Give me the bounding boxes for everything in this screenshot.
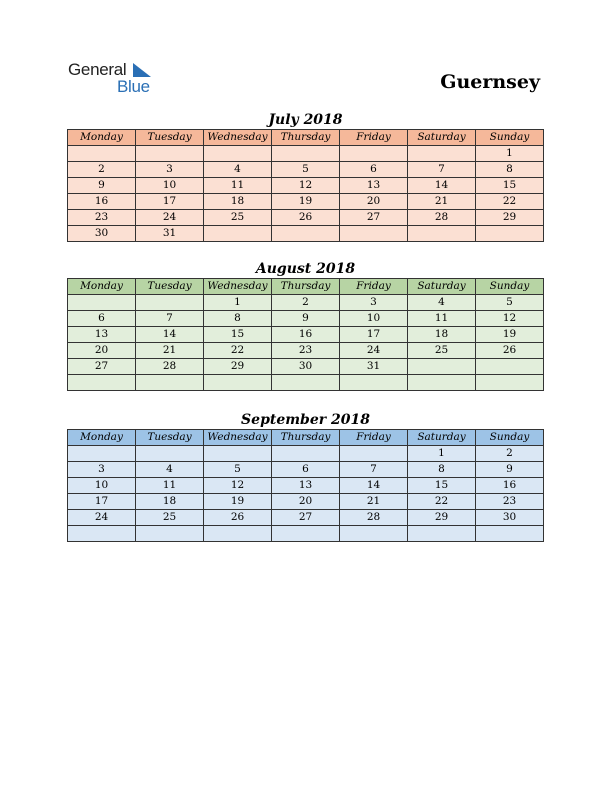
weekday-header: Monday	[68, 130, 136, 146]
logo-triangle-icon	[133, 63, 151, 77]
day-cell: 23	[476, 494, 544, 510]
logo	[68, 60, 168, 96]
day-cell: 16	[68, 194, 136, 210]
day-cell: 21	[340, 494, 408, 510]
day-cell: 12	[204, 478, 272, 494]
day-cell	[272, 226, 340, 242]
week-row	[68, 295, 544, 311]
day-cell: 24	[136, 210, 204, 226]
day-cell: 5	[476, 295, 544, 311]
day-cell: 21	[408, 194, 476, 210]
day-cell: 10	[68, 478, 136, 494]
day-cell: 2	[68, 162, 136, 178]
day-cell: 11	[136, 478, 204, 494]
day-cell: 24	[340, 343, 408, 359]
weekday-header-row	[68, 430, 544, 446]
day-cell: 29	[408, 510, 476, 526]
day-cell	[272, 375, 340, 391]
day-cell	[272, 146, 340, 162]
day-cell: 8	[476, 162, 544, 178]
day-cell: 7	[408, 162, 476, 178]
day-cell: 28	[408, 210, 476, 226]
day-cell: 1	[408, 446, 476, 462]
weekday-header: Saturday	[408, 430, 476, 446]
weekday-header: Thursday	[272, 279, 340, 295]
day-cell	[68, 526, 136, 542]
day-cell	[272, 526, 340, 542]
day-cell	[476, 226, 544, 242]
day-cell: 9	[68, 178, 136, 194]
day-cell: 29	[476, 210, 544, 226]
day-cell: 13	[340, 178, 408, 194]
day-cell	[204, 446, 272, 462]
day-cell: 7	[340, 462, 408, 478]
day-cell: 25	[204, 210, 272, 226]
weekday-header: Thursday	[272, 130, 340, 146]
day-cell	[476, 359, 544, 375]
day-cell: 27	[68, 359, 136, 375]
weekday-header: Tuesday	[136, 430, 204, 446]
day-cell: 11	[408, 311, 476, 327]
day-cell: 1	[204, 295, 272, 311]
week-row	[68, 146, 544, 162]
day-cell	[204, 146, 272, 162]
day-cell: 15	[408, 478, 476, 494]
calendar-table	[67, 429, 544, 542]
week-row	[68, 311, 544, 327]
day-cell: 5	[204, 462, 272, 478]
week-row	[68, 478, 544, 494]
day-cell	[408, 375, 476, 391]
week-row	[68, 210, 544, 226]
month-title: September 2018	[241, 412, 370, 428]
day-cell: 3	[68, 462, 136, 478]
week-row	[68, 359, 544, 375]
day-cell: 21	[136, 343, 204, 359]
week-row	[68, 194, 544, 210]
day-cell: 29	[204, 359, 272, 375]
day-cell: 8	[204, 311, 272, 327]
day-cell: 26	[272, 210, 340, 226]
day-cell: 6	[272, 462, 340, 478]
month-calendar	[67, 111, 544, 242]
day-cell	[136, 526, 204, 542]
day-cell: 14	[340, 478, 408, 494]
day-cell: 26	[476, 343, 544, 359]
day-cell: 17	[68, 494, 136, 510]
day-cell	[136, 295, 204, 311]
day-cell: 17	[340, 327, 408, 343]
weekday-header: Monday	[68, 430, 136, 446]
week-row	[68, 343, 544, 359]
day-cell	[136, 446, 204, 462]
day-cell: 27	[340, 210, 408, 226]
weekday-header: Friday	[340, 130, 408, 146]
day-cell	[68, 295, 136, 311]
week-row	[68, 375, 544, 391]
day-cell: 10	[136, 178, 204, 194]
day-cell: 19	[204, 494, 272, 510]
weekday-header-row	[68, 279, 544, 295]
week-row	[68, 462, 544, 478]
weekday-header-row	[68, 130, 544, 146]
day-cell: 18	[408, 327, 476, 343]
day-cell	[340, 375, 408, 391]
day-cell: 9	[476, 462, 544, 478]
day-cell: 24	[68, 510, 136, 526]
day-cell: 25	[136, 510, 204, 526]
day-cell	[204, 375, 272, 391]
day-cell	[272, 446, 340, 462]
day-cell: 22	[476, 194, 544, 210]
day-cell: 16	[476, 478, 544, 494]
week-row	[68, 446, 544, 462]
calendar-table	[67, 129, 544, 242]
day-cell: 22	[408, 494, 476, 510]
day-cell: 15	[476, 178, 544, 194]
day-cell: 12	[272, 178, 340, 194]
weekday-header: Monday	[68, 279, 136, 295]
day-cell	[476, 375, 544, 391]
day-cell: 14	[408, 178, 476, 194]
weekday-header: Tuesday	[136, 279, 204, 295]
day-cell: 20	[68, 343, 136, 359]
day-cell: 4	[204, 162, 272, 178]
weekday-header: Tuesday	[136, 130, 204, 146]
day-cell: 28	[136, 359, 204, 375]
day-cell: 1	[476, 146, 544, 162]
weekday-header: Sunday	[476, 130, 544, 146]
day-cell: 31	[340, 359, 408, 375]
weekday-header: Saturday	[408, 279, 476, 295]
weekday-header: Wednesday	[204, 130, 272, 146]
day-cell: 3	[136, 162, 204, 178]
week-row	[68, 494, 544, 510]
day-cell: 19	[272, 194, 340, 210]
week-row	[68, 510, 544, 526]
logo-text-blue: Blue	[117, 77, 150, 96]
day-cell	[136, 375, 204, 391]
day-cell: 13	[68, 327, 136, 343]
month-calendar	[67, 411, 544, 542]
day-cell	[340, 446, 408, 462]
day-cell: 10	[340, 311, 408, 327]
day-cell: 15	[204, 327, 272, 343]
day-cell: 5	[272, 162, 340, 178]
day-cell: 19	[476, 327, 544, 343]
day-cell: 23	[68, 210, 136, 226]
day-cell: 2	[476, 446, 544, 462]
day-cell	[68, 375, 136, 391]
weekday-header: Thursday	[272, 430, 340, 446]
day-cell: 20	[340, 194, 408, 210]
weekday-header: Sunday	[476, 430, 544, 446]
weekday-header: Friday	[340, 430, 408, 446]
day-cell: 30	[68, 226, 136, 242]
day-cell: 31	[136, 226, 204, 242]
month-title: July 2018	[268, 112, 343, 128]
week-row	[68, 178, 544, 194]
day-cell	[68, 146, 136, 162]
weekday-header: Friday	[340, 279, 408, 295]
day-cell: 23	[272, 343, 340, 359]
day-cell: 16	[272, 327, 340, 343]
day-cell: 18	[136, 494, 204, 510]
day-cell: 11	[204, 178, 272, 194]
logo-text-general: General	[68, 60, 127, 79]
week-row	[68, 162, 544, 178]
month-calendar	[67, 260, 544, 391]
day-cell: 9	[272, 311, 340, 327]
day-cell: 27	[272, 510, 340, 526]
calendar-table	[67, 278, 544, 391]
weekday-header: Wednesday	[204, 279, 272, 295]
day-cell: 4	[136, 462, 204, 478]
day-cell: 8	[408, 462, 476, 478]
weekday-header: Saturday	[408, 130, 476, 146]
day-cell: 4	[408, 295, 476, 311]
day-cell: 22	[204, 343, 272, 359]
day-cell	[204, 526, 272, 542]
day-cell: 25	[408, 343, 476, 359]
day-cell	[408, 359, 476, 375]
day-cell: 26	[204, 510, 272, 526]
day-cell: 13	[272, 478, 340, 494]
day-cell	[340, 146, 408, 162]
day-cell: 6	[340, 162, 408, 178]
day-cell	[340, 526, 408, 542]
day-cell	[340, 226, 408, 242]
day-cell	[408, 226, 476, 242]
day-cell	[408, 526, 476, 542]
day-cell	[204, 226, 272, 242]
day-cell: 20	[272, 494, 340, 510]
day-cell	[476, 526, 544, 542]
day-cell: 14	[136, 327, 204, 343]
day-cell	[408, 146, 476, 162]
week-row	[68, 226, 544, 242]
day-cell: 6	[68, 311, 136, 327]
day-cell: 30	[272, 359, 340, 375]
day-cell: 3	[340, 295, 408, 311]
day-cell: 2	[272, 295, 340, 311]
day-cell	[136, 146, 204, 162]
weekday-header: Wednesday	[204, 430, 272, 446]
week-row	[68, 526, 544, 542]
day-cell: 17	[136, 194, 204, 210]
country-title: Guernsey	[440, 71, 540, 93]
weekday-header: Sunday	[476, 279, 544, 295]
week-row	[68, 327, 544, 343]
day-cell: 30	[476, 510, 544, 526]
day-cell: 28	[340, 510, 408, 526]
day-cell: 18	[204, 194, 272, 210]
month-title: August 2018	[255, 261, 356, 277]
day-cell: 7	[136, 311, 204, 327]
day-cell: 12	[476, 311, 544, 327]
day-cell	[68, 446, 136, 462]
